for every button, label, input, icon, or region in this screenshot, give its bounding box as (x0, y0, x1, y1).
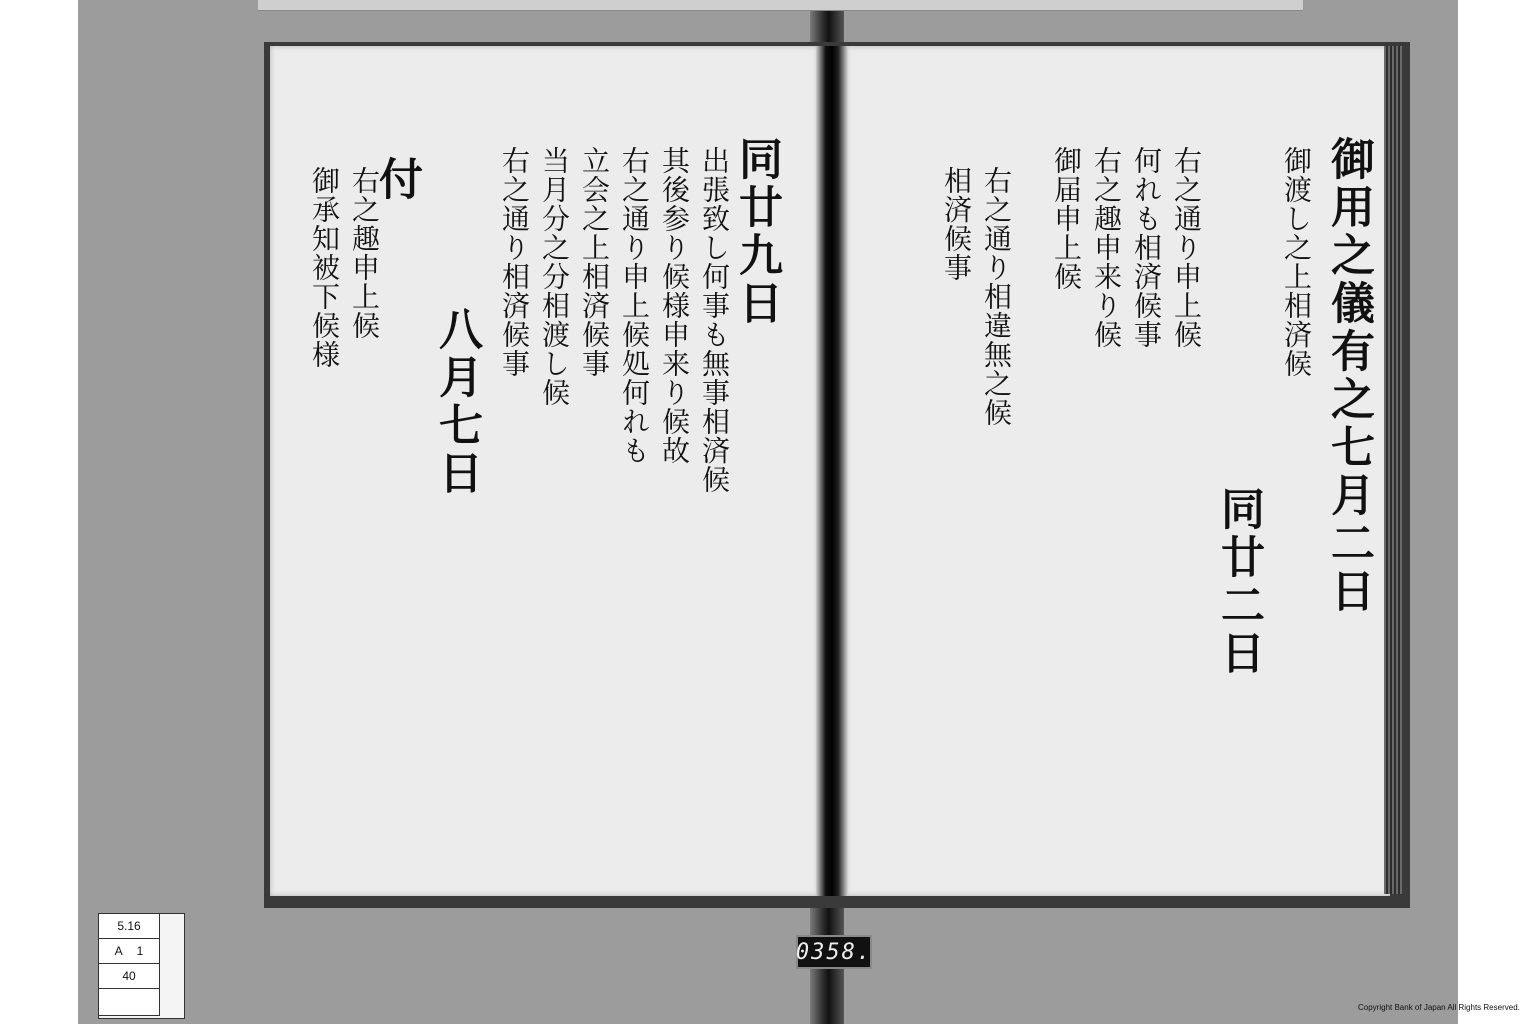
copyright-notice: Copyright Bank of Japan All Rights Reserved. (1358, 1003, 1520, 1012)
right-page (846, 46, 1390, 896)
right-column-9: 相済候事 (940, 166, 973, 282)
right-column-1: 御用之儀有之七月二日 (1323, 136, 1374, 616)
page-edges (1384, 46, 1402, 894)
catalog-value-2a: A (114, 944, 123, 958)
book-spine (816, 46, 848, 896)
catalog-row-2 (99, 939, 159, 964)
right-column-5: 何れも相済候事 (1130, 146, 1163, 349)
right-column-6: 右之趣申来り候 (1090, 146, 1123, 349)
left-column-9: 付 (371, 156, 422, 204)
left-column-5: 立会之上相済候事 (578, 146, 611, 378)
right-column-3: 同廿二日 (1213, 486, 1264, 678)
left-page (270, 46, 818, 896)
catalog-value-1: 5.16 (117, 919, 141, 933)
catalog-row-3 (99, 964, 159, 989)
frame-number: 0358. (796, 935, 872, 969)
left-column-1: 同廿九日 (731, 136, 782, 328)
left-column-6: 当月分之分相渡し候 (538, 146, 571, 407)
top-binding-strip (258, 0, 1303, 11)
catalog-label (98, 913, 160, 1016)
catalog-row-1 (99, 914, 159, 939)
right-column-4: 右之通り申上候 (1170, 146, 1203, 349)
catalog-value-3: 40 (122, 969, 136, 983)
right-column-7: 御届申上候 (1050, 146, 1083, 291)
left-column-10: 右之趣申上候 (348, 166, 381, 340)
left-column-4: 右之通り申上候処何れも (618, 146, 651, 465)
left-column-11: 御承知被下候様 (308, 166, 341, 369)
catalog-row-4 (99, 989, 159, 1015)
left-column-2: 出張致し何事も無事相済候 (698, 146, 731, 494)
left-column-8: 八月七日 (431, 306, 482, 498)
right-column-2: 御渡し之上相済候 (1280, 146, 1313, 378)
left-column-3: 其後参り候様申来り候故 (658, 146, 691, 465)
left-column-7: 右之通り相済候事 (498, 146, 531, 378)
catalog-value-2b: 1 (136, 944, 144, 958)
right-column-8: 右之通り相違無之候 (980, 166, 1013, 427)
